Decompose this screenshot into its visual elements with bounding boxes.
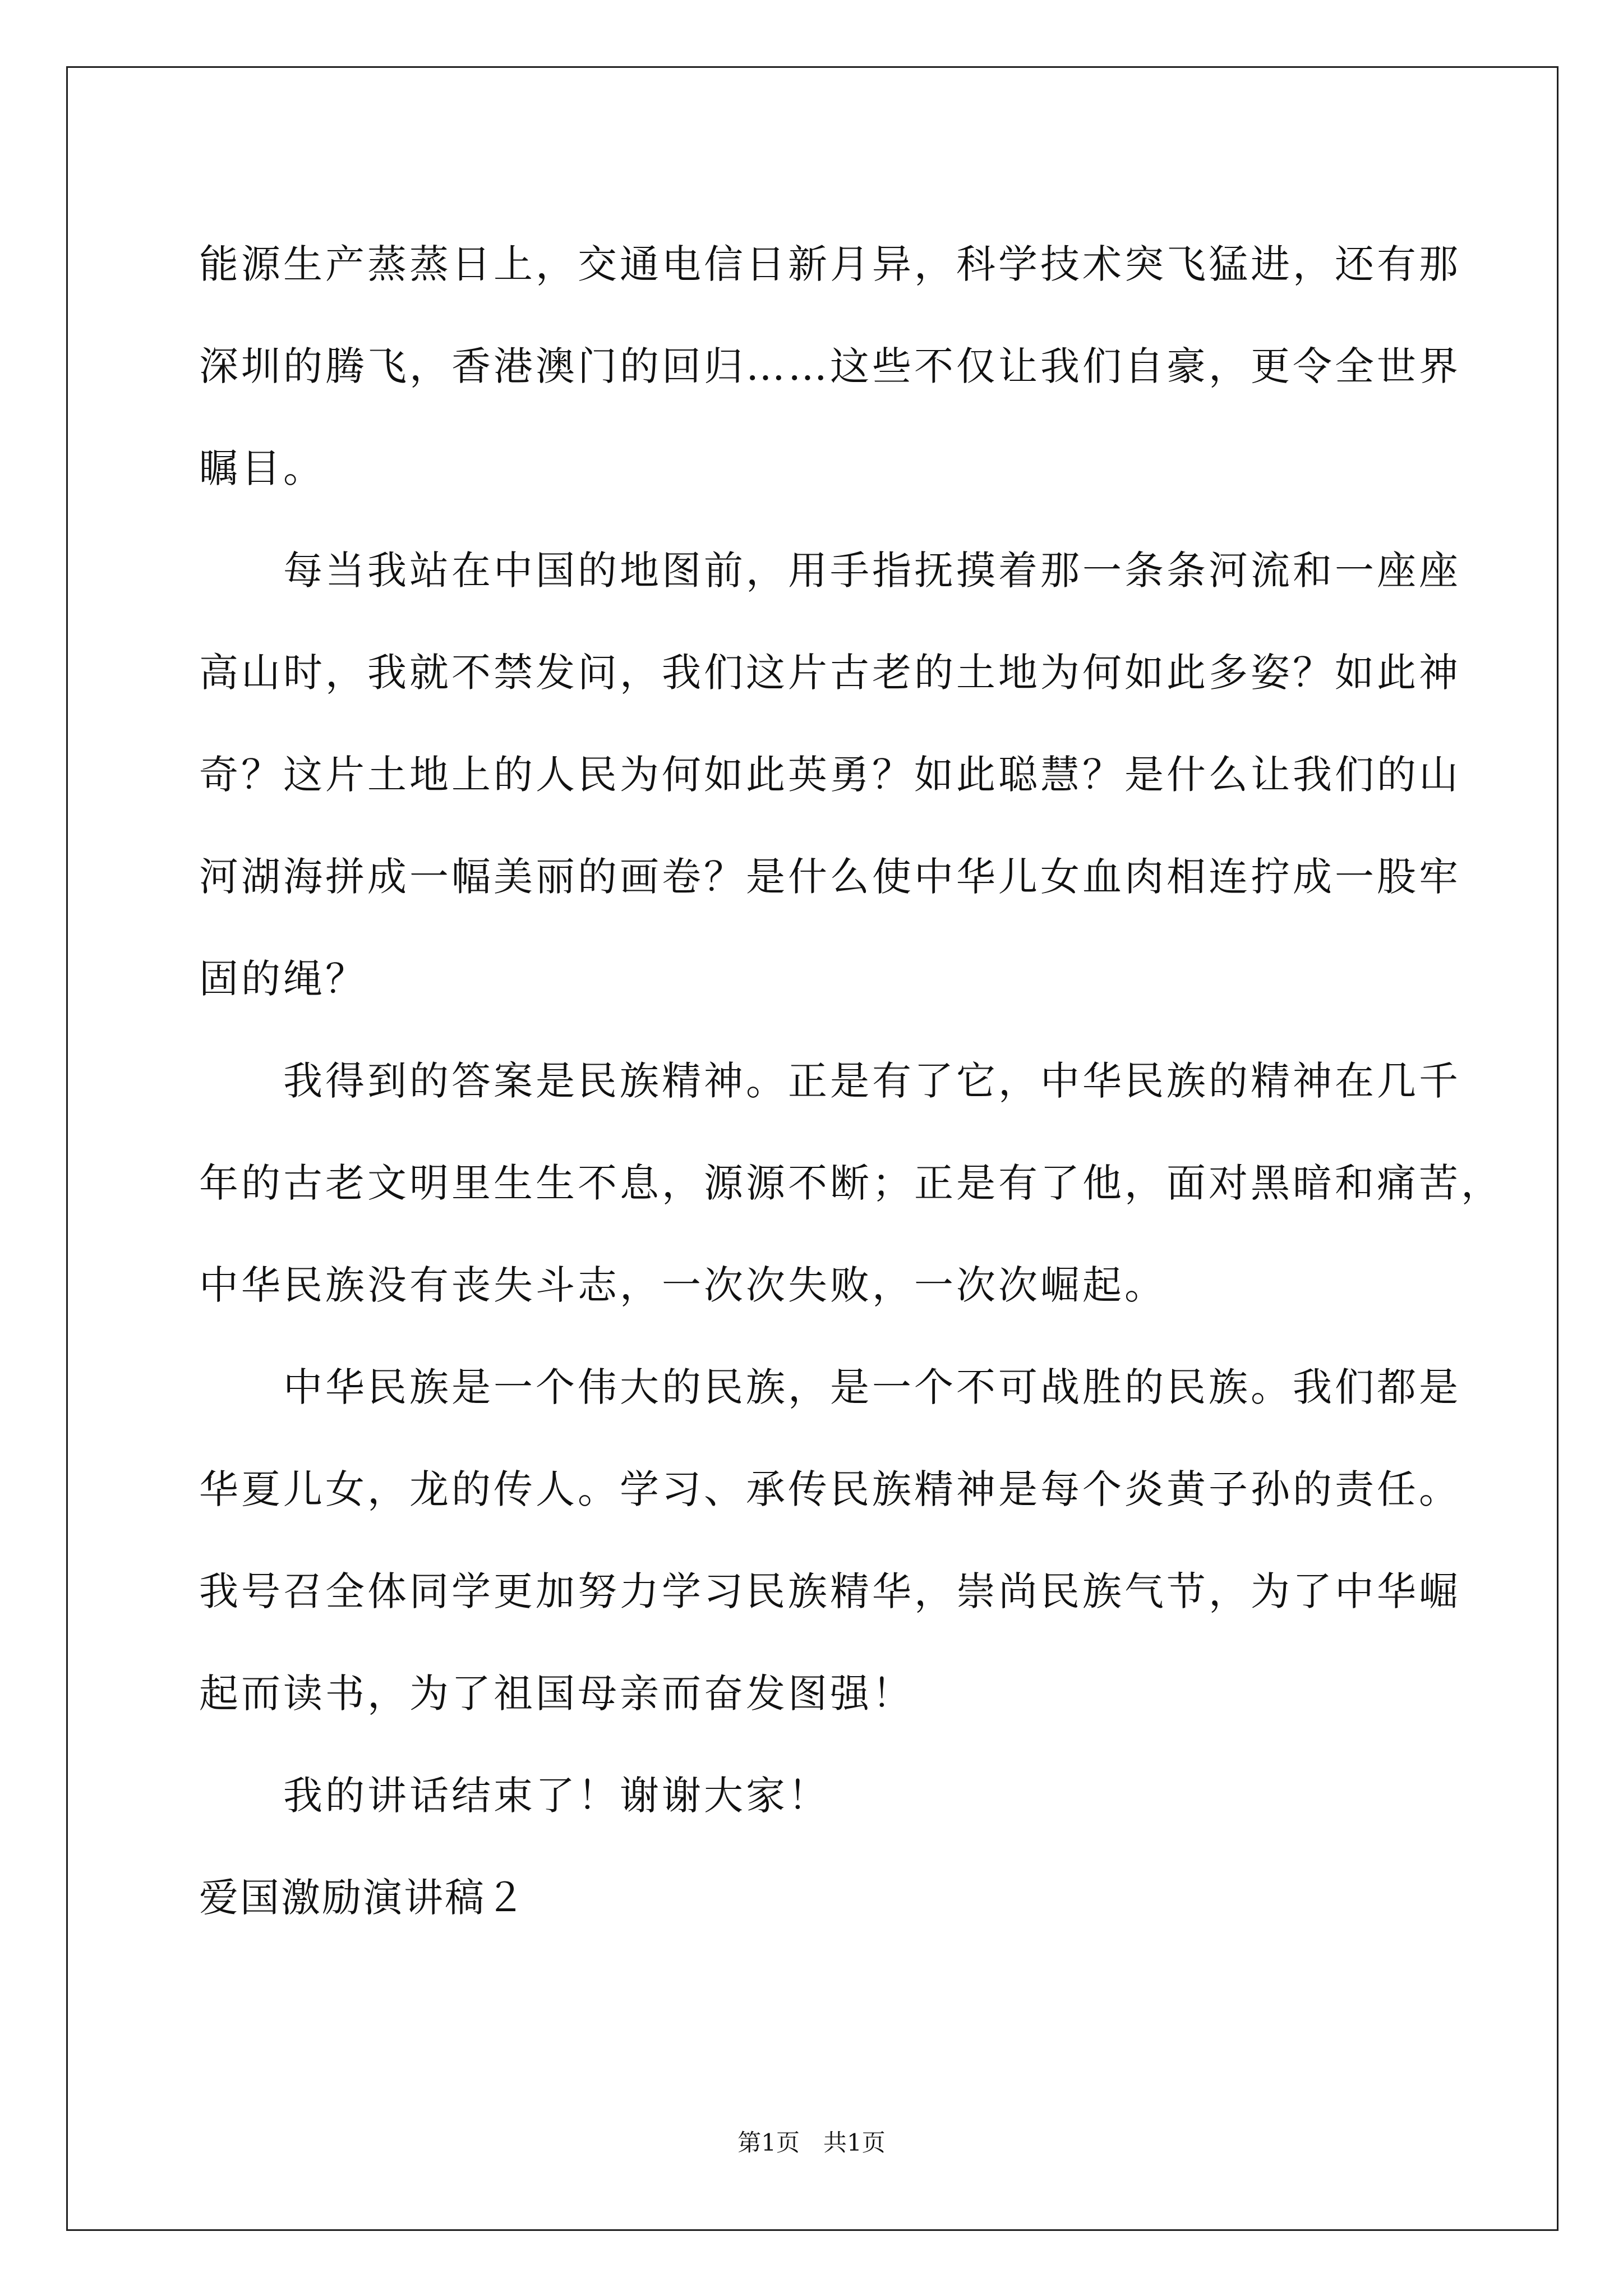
paragraph xyxy=(199,1745,1483,1847)
paragraph xyxy=(199,1030,1503,1336)
text-line: 中华民族是一个伟大的民族，是一个不可战胜的民族。我们都是 xyxy=(283,1364,1461,1410)
paragraph xyxy=(199,519,1483,1030)
text-line: 高山时，我就不禁发问，我们这片古老的土地为何如此多姿？如此神 xyxy=(199,650,1461,696)
document-body xyxy=(199,213,1503,1949)
text-line: 深圳的腾飞，香港澳门的回归……这些不仅让我们自豪，更令全世界 xyxy=(199,343,1461,389)
text-line: 我号召全体同学更加努力学习民族精华，崇尚民族气节，为了中华崛 xyxy=(199,1568,1461,1614)
paragraph xyxy=(199,213,1483,519)
text-line: 能源生产蒸蒸日上，交通电信日新月异，科学技术突飞猛进，还有那 xyxy=(199,241,1461,287)
text-line: 瞩目。 xyxy=(199,445,325,491)
text-line: 华夏儿女，龙的传人。学习、承传民族精神是每个炎黄子孙的责任。 xyxy=(199,1466,1461,1512)
paragraph xyxy=(199,1336,1483,1745)
page-number-footer: 第1页 共1页 xyxy=(737,2129,886,2156)
text-line: 我的讲话结束了！谢谢大家！ xyxy=(283,1773,830,1819)
text-line: 我得到的答案是民族精神。正是有了它，中华民族的精神在几千 xyxy=(283,1058,1461,1104)
text-line: 河湖海拼成一幅美丽的画卷？是什么使中华儿女血肉相连拧成一股牢 xyxy=(199,854,1461,900)
section-heading: 爱国激励演讲稿２ xyxy=(199,1875,527,1921)
text-line: 起而读书，为了祖国母亲而奋发图强！ xyxy=(199,1671,914,1717)
text-line: 中华民族没有丧失斗志，一次次失败，一次次崛起。 xyxy=(199,1262,1166,1308)
text-line: 固的绳？ xyxy=(199,956,367,1002)
text-line: 年的古老文明里生生不息，源源不断；正是有了他，面对黑暗和痛苦， xyxy=(199,1160,1503,1206)
text-line: 奇？这片土地上的人民为何如此英勇？如此聪慧？是什么让我们的山 xyxy=(199,752,1461,798)
text-line: 每当我站在中国的地图前，用手指抚摸着那一条条河流和一座座 xyxy=(283,547,1461,593)
